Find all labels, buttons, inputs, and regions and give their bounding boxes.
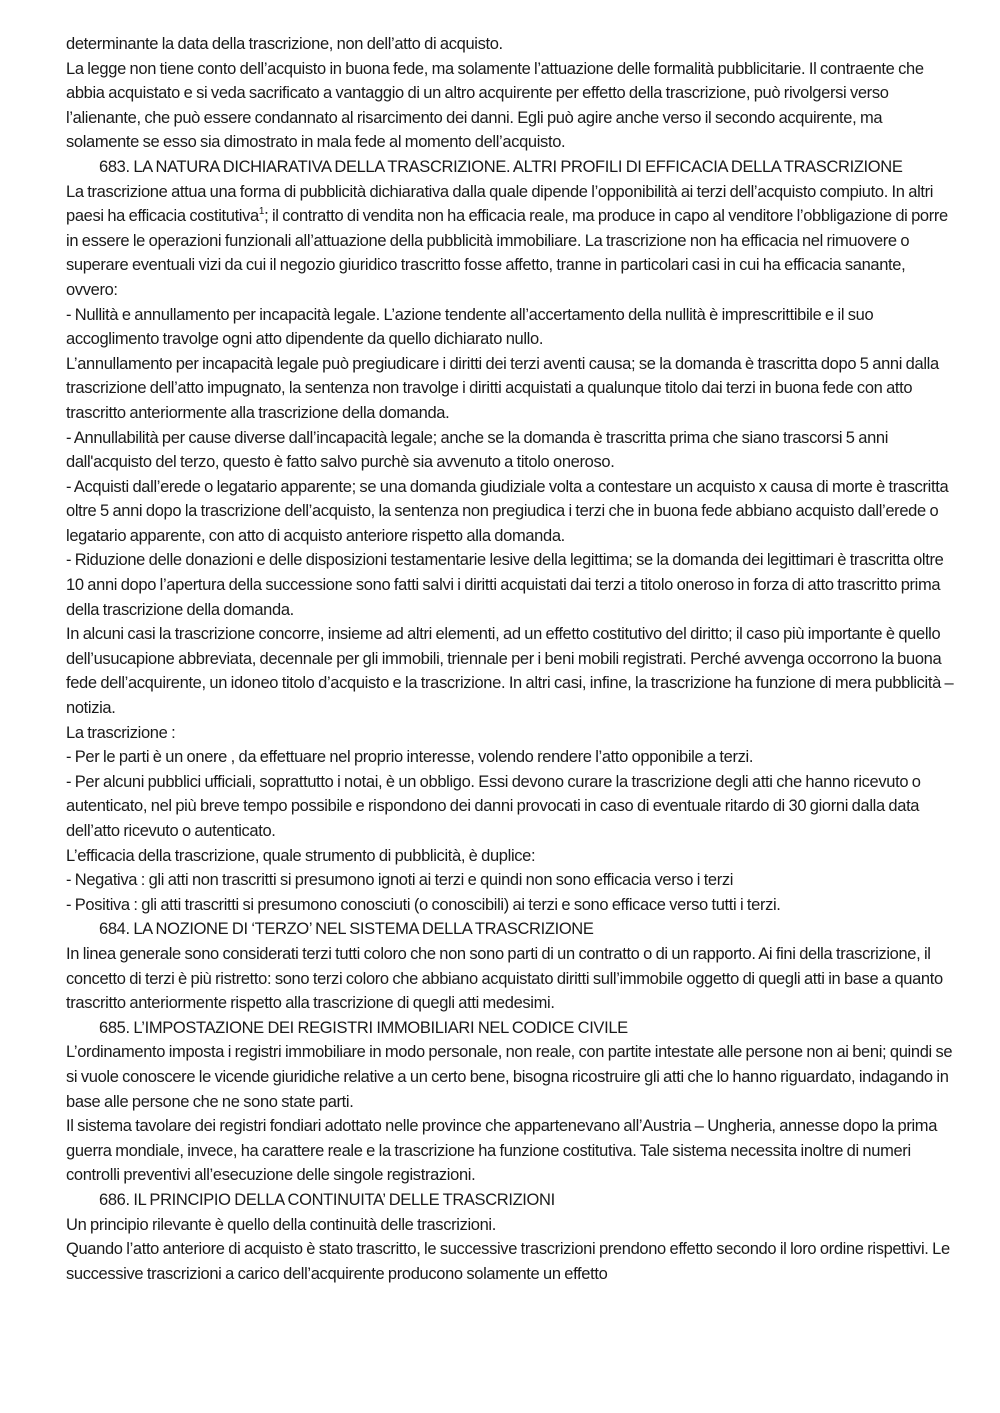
footnote-reference[interactable]: 1: [258, 206, 265, 218]
paragraph: L’ordinamento imposta i registri immobiliare in modo personale, non reale, con partite intestate alle persone non ai beni; quindi se si vuole conoscere le vicende giuridiche relative a un certo bene, bisogna ricostruire gli atti che lo hanno riguardato, indagando in base alle persone che ne sono state parti.: [66, 1043, 953, 1111]
section-heading-686: 686. IL PRINCIPIO DELLA CONTINUITA’ DELLE TRASCRIZIONI: [99, 1190, 555, 1209]
paragraph: Il sistema tavolare dei registri fondiari adottato nelle province che appartenevano all’Austria – Ungheria, annesse dopo la prima guerra mondiale, invece, ha carattere reale e la trascrizione ha funzione costitutiva. Tale sistema necessita inoltre di numeri controlli preventivi all’esecuzione delle singole registrazioni.: [66, 1117, 938, 1185]
section-heading-683: 683. LA NATURA DICHIARATIVA DELLA TRASCRIZIONE. ALTRI PROFILI DI EFFICACIA DELLA TRASCRIZIONE: [99, 157, 903, 176]
paragraph: Quando l’atto anteriore di acquisto è stato trascritto, le successive trascrizioni prendono effetto secondo il loro ordine rispettivi. Le successive trascrizioni a carico dell’acquirente producono solamente un effetto: [66, 1240, 950, 1283]
list-item: - Per le parti è un onere , da effettuare nel proprio interesse, volendo rendere l’atto opponibile a terzi.: [66, 748, 754, 767]
list-item: - Negativa : gli atti non trascritti si presumono ignoti ai terzi e quindi non sono efficacia verso i terzi: [66, 871, 734, 890]
list-item: - Per alcuni pubblici ufficiali, soprattutto i notai, è un obbligo. Essi devono curare la trascrizione degli atti che hanno ricevuto o autenticato, nel più breve tempo possibile e rispondono dei danni provocati in caso di eventuale ritardo di 30 giorni dalla data dell’atto ricevuto o autenticato.: [66, 772, 921, 840]
paragraph: La legge non tiene conto dell’acquisto in buona fede, ma solamente l’attuazione delle formalità pubblicitarie. Il contraente che abbia acquistato e si veda sacrificato a vantaggio di un altro acquirente per effetto della trascrizione, può rivolgersi verso l’alienante, che può essere condannato al risarcimento dei danni. Egli può agire anche verso il secondo acquirente, ma solamente se esso sia dimostrato in mala fede al momento dell’acquisto.: [66, 59, 924, 152]
paragraph: L’annullamento per incapacità legale può pregiudicare i diritti dei terzi aventi causa; se la domanda è trascritta dopo 5 anni dalla trascrizione dell’atto impugnato, la sentenza non travolge i diritti acquistati a qualunque titolo dai terzi in buona fede con atto trascritto anteriormente alla trascrizione della domanda.: [66, 354, 939, 422]
list-item: - Positiva : gli atti trascritti si presumono conosciuti (o conoscibili) ai terzi e sono efficace verso tutti i terzi.: [66, 895, 781, 914]
section-heading-684: 684. LA NOZIONE DI ‘TERZO’ NEL SISTEMA DELLA TRASCRIZIONE: [99, 920, 594, 939]
paragraph-text-before: La trascrizione attua una forma di pubblicità dichiarativa dalla quale dipende l’opponibilità ai terzi dell’acquisto compiuto. In altri paesi ha efficacia costitutiva: [66, 182, 934, 226]
paragraph: determinante la data della trascrizione, non dell’atto di acquisto.: [66, 35, 503, 53]
list-item: - Acquisti dall’erede o legatario apparente; se una domanda giudiziale volta a contestare un acquisto x causa di morte è trascritta oltre 5 anni dopo la trascrizione dell’acquisto, la sentenza non pregiudica i terzi che in buona fede abbiano acquisto dall’erede o legatario apparente, con atto di acquisto anteriore rispetto alla domanda.: [66, 477, 949, 545]
list-item: - Nullità e annullamento per incapacità legale. L’azione tendente all’accertamento della nullità è imprescrittibile e il suo accoglimento travolge ogni atto dipendente da quello dichiarato nullo.: [66, 305, 874, 349]
paragraph: La trascrizione :: [66, 723, 176, 742]
list-item: - Annullabilità per cause diverse dall’incapacità legale; anche se la domanda è trascritta prima che siano trascorsi 5 anni dall'acquisto del terzo, questo è fatto salvo purchè sia avvenuto a titolo oneroso.: [66, 428, 889, 472]
paragraph-text-after: ; il contratto di vendita non ha efficacia reale, ma produce in capo al venditore l’obbligazione di porre in essere le operazioni funzionali all’attuazione della pubblicità immobiliare. La trascrizione non ha efficacia nel rimuovere o superare eventuali vizi da cui il negozio giuridico trascritto fosse affetto, tranne in particolari casi in cui ha efficacia sanante, ovvero:: [66, 207, 948, 299]
list-item: - Riduzione delle donazioni e delle disposizioni testamentarie lesive della legittima; se la domanda dei legittimari è trascritta oltre 10 anni dopo l’apertura della successione sono fatti salvi i diritti acquistati dai terzi a titolo oneroso in forza di atto trascritto prima della trascrizione della domanda.: [66, 551, 944, 619]
paragraph: Un principio rilevante è quello della continuità delle trascrizioni.: [66, 1215, 496, 1234]
document-page: [66, 32, 958, 1286]
paragraph: In alcuni casi la trascrizione concorre, insieme ad altri elementi, ad un effetto costitutivo del diritto; il caso più importante è quello dell’usucapione abbreviata, decennale per gli immobili, triennale per i beni mobili registrati. Perché avvenga occorrono la buona fede dell’acquirente, un idoneo titolo d’acquisto e la trascrizione. In altri casi, infine, la trascrizione ha funzione di mera pubblicità – notizia.: [66, 625, 954, 718]
section-heading-685: 685. L’IMPOSTAZIONE DEI REGISTRI IMMOBILIARI NEL CODICE CIVILE: [99, 1018, 628, 1037]
paragraph: In linea generale sono considerati terzi tutti coloro che non sono parti di un contratto o di un rapporto. Ai fini della trascrizione, il concetto di terzi è più ristretto: sono terzi coloro che abbiano acquistato diritti sull’immobile oggetto di quegli atti in base a quanto trascritto anteriormente rispetto alla trascrizione di quegli atti medesimi.: [66, 944, 943, 1013]
paragraph-with-footnote: [66, 180, 958, 303]
paragraph: L’efficacia della trascrizione, quale strumento di pubblicità, è duplice:: [66, 846, 536, 865]
